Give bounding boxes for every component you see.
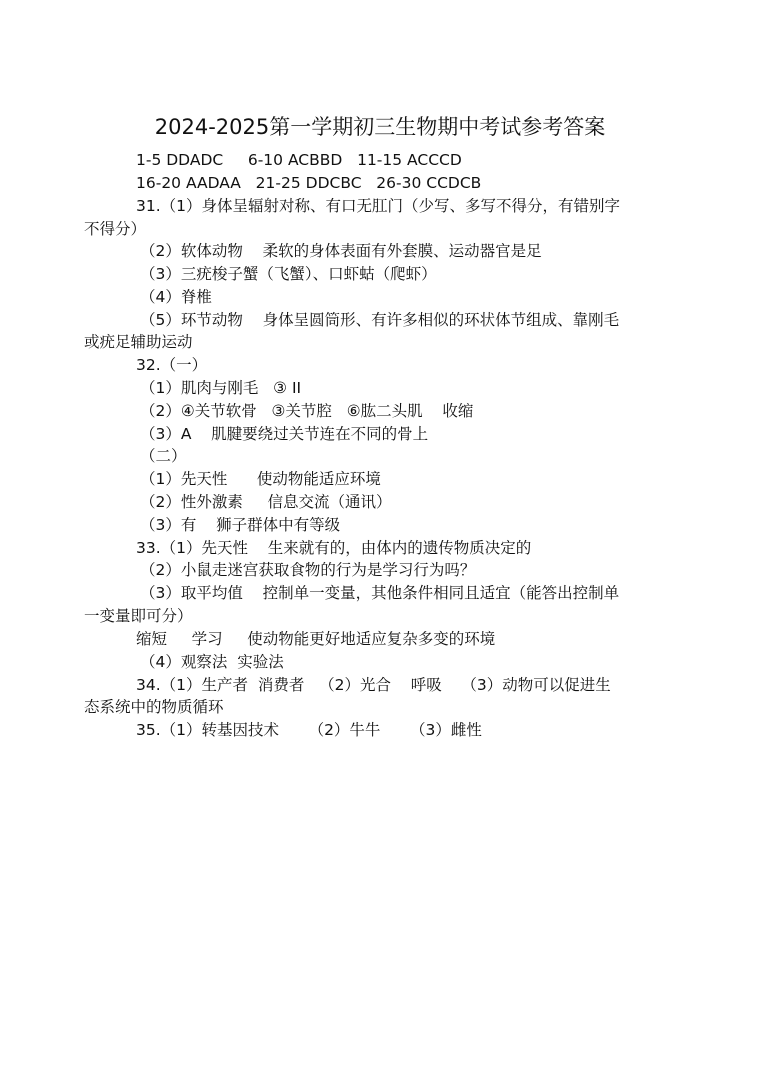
answer-line-18: 33.（1）先天性 生来就有的，由体内的遗传物质决定的 <box>136 539 532 557</box>
answer-line-24: 34.（1）生产者 消费者 （2）光合 呼吸 （3）动物可以促进生 <box>136 676 611 694</box>
answer-line-9: 或疣足辅助运动 <box>84 333 193 351</box>
answer-line-3: 31.（1）身体呈辐射对称、有口无肛门（少写、多写不得分，有错别字 <box>136 197 621 215</box>
answer-line-19: （2）小鼠走迷宫获取食物的行为是学习行为吗？ <box>140 561 476 579</box>
answer-line-11: （1）肌肉与刚毛 ③ II <box>140 379 302 397</box>
answer-line-13: （3）A 肌腱要绕过关节连在不同的骨上 <box>140 425 429 443</box>
answer-line-17: （3）有 狮子群体中有等级 <box>140 516 341 534</box>
answer-line-12: （2）④关节软骨 ③关节腔 ⑥肱二头肌 收缩 <box>140 402 474 420</box>
answer-line-8: （5）环节动物 身体呈圆筒形、有许多相似的环状体节组成、靠刚毛 <box>140 311 620 329</box>
answer-line-10: 32.（一） <box>136 356 208 374</box>
answer-line-4: 不得分） <box>84 220 147 238</box>
answer-line-16: （2）性外激素 信息交流（通讯） <box>140 493 392 511</box>
answer-line-6: （3）三疣梭子蟹（飞蟹）、口虾蛄（爬虾） <box>140 265 437 283</box>
answer-line-21: 一变量即可分） <box>84 607 193 625</box>
answer-line-2: 16-20 AADAA 21-25 DDCBC 26-30 CCDCB <box>136 174 482 192</box>
answer-line-5: （2）软体动物 柔软的身体表面有外套膜、运动器官是足 <box>140 242 542 260</box>
answer-line-20: （3）取平均值 控制单一变量，其他条件相同且适宜（能答出控制单 <box>140 584 620 602</box>
answer-line-1: 1-5 DDADC 6-10 ACBBD 11-15 ACCCD <box>136 151 462 169</box>
answer-line-25: 态系统中的物质循环 <box>84 698 224 716</box>
answer-line-26: 35.（1）转基因技术 （2）牛牛 （3）雌性 <box>136 721 482 739</box>
answer-line-7: （4）脊椎 <box>140 288 212 306</box>
answer-line-14: （二） <box>140 447 187 465</box>
answer-line-22: 缩短 学习 使动物能更好地适应复杂多变的环境 <box>136 630 496 648</box>
answer-line-15: （1）先天性 使动物能适应环境 <box>140 470 381 488</box>
answer-line-23: （4）观察法 实验法 <box>140 653 284 671</box>
document-title: 2024-2025第一学期初三生物期中考试参考答案 <box>154 115 606 139</box>
